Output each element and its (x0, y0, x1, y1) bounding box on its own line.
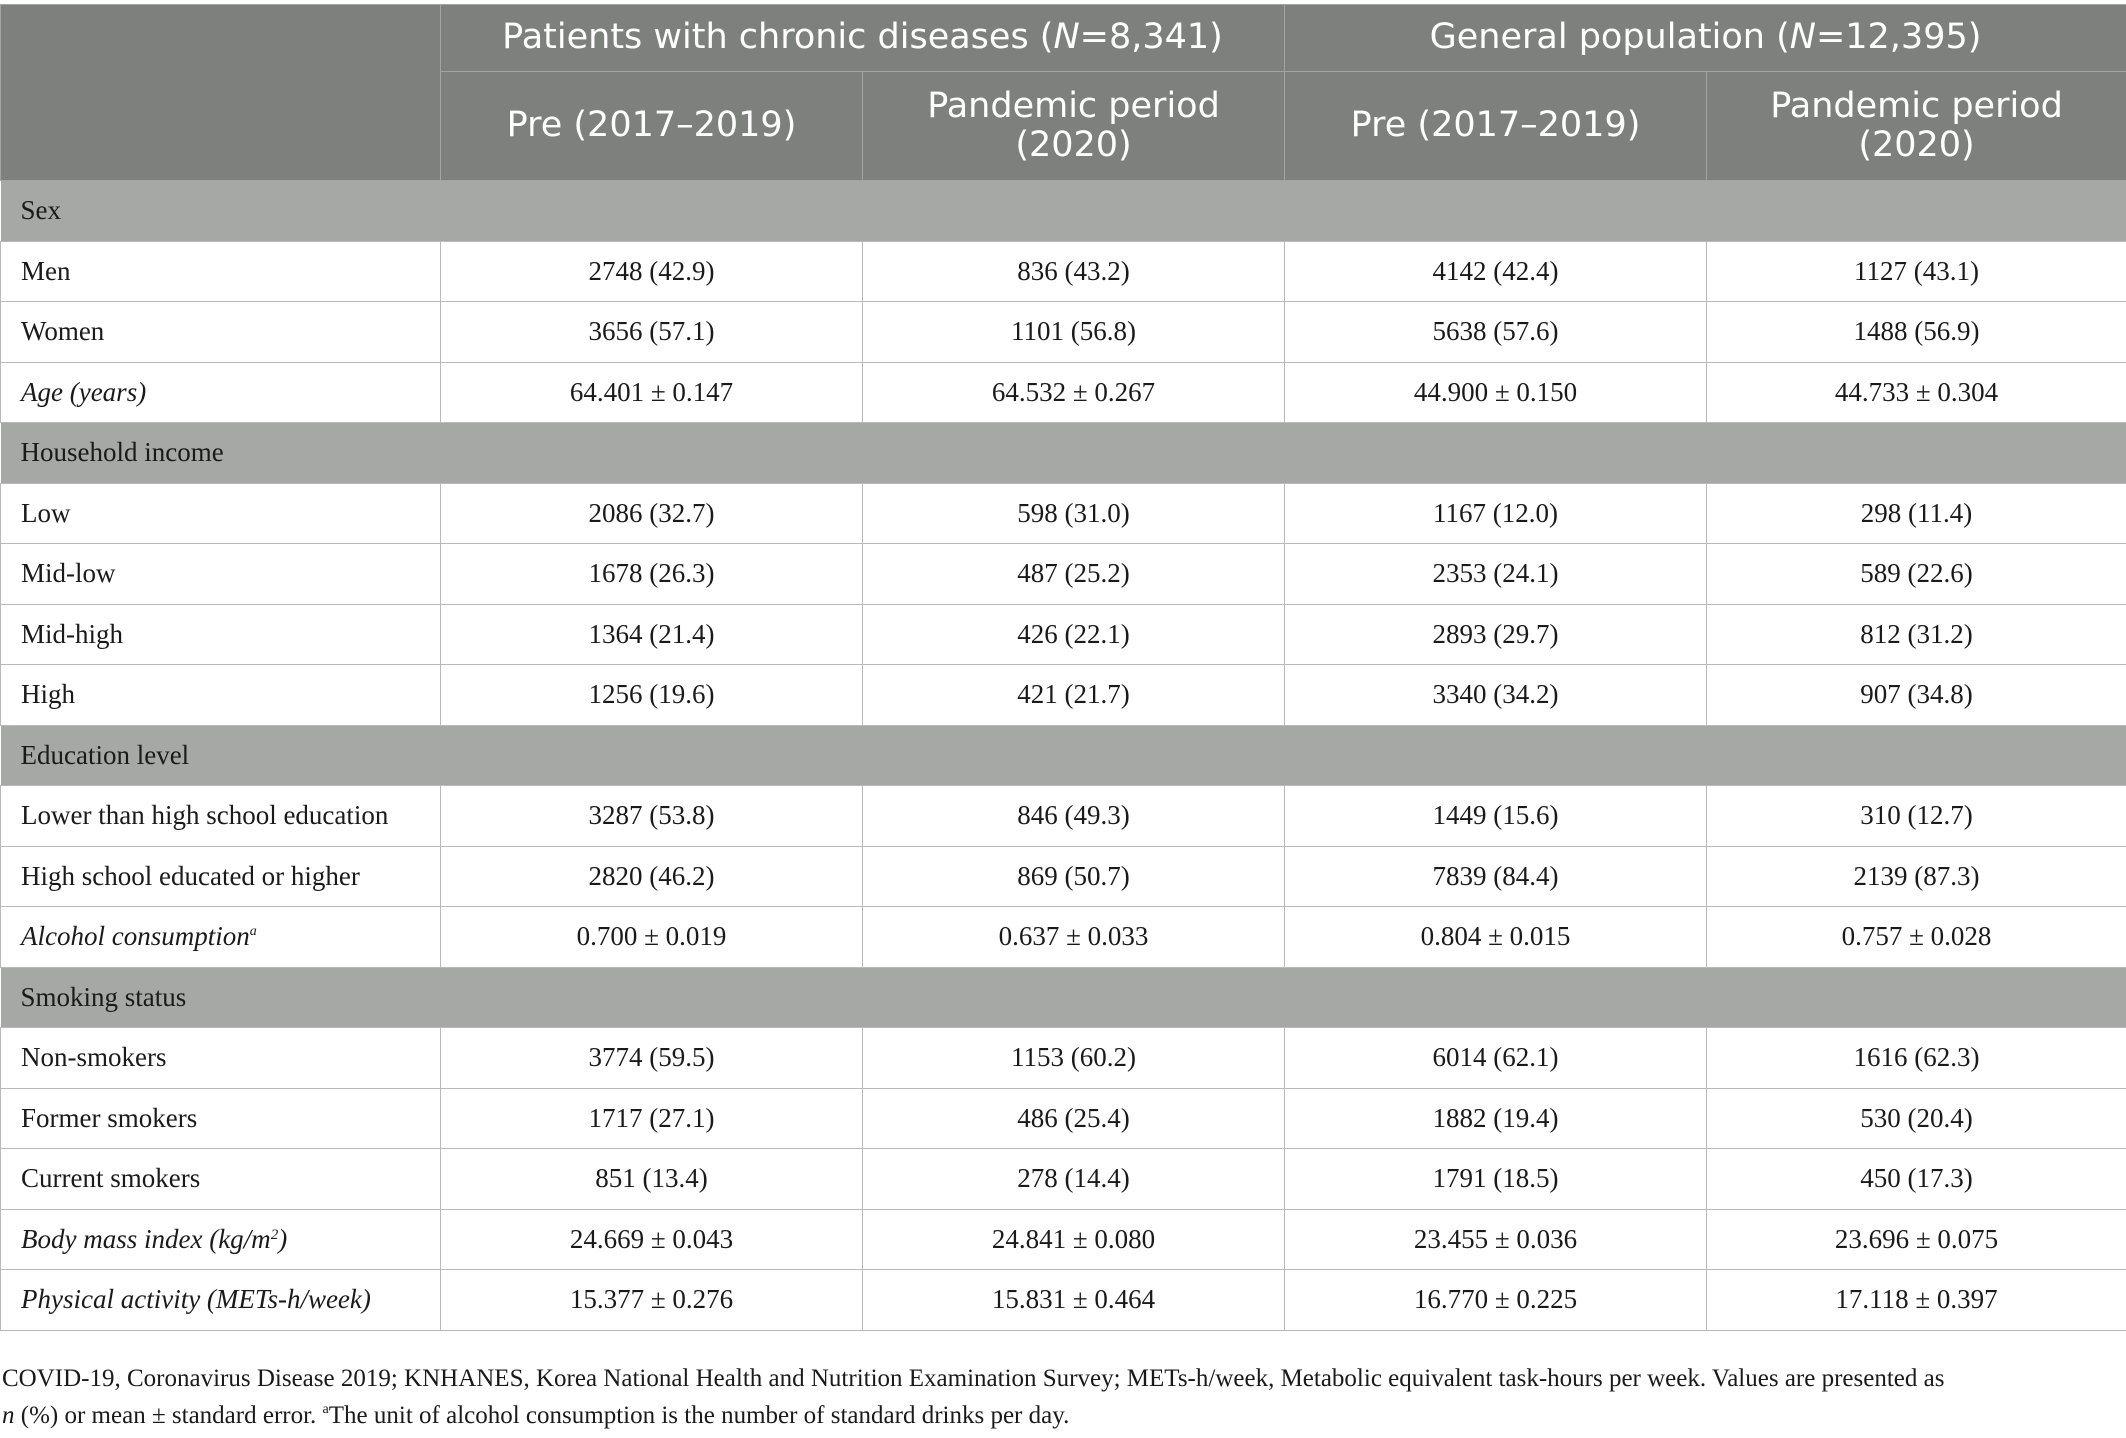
table-footnote (2, 1360, 2112, 1434)
demographics-table (0, 4, 2126, 1331)
table-row-men: Men 2748 (42.9) 836 (43.2) 4142 (42.4) 1127 (43.1) (1, 241, 2126, 302)
table-row-bmi: Body mass index $(kg/m^2)$ 24.669 ± 0.043 24.841 ± 0.080 23.455 ± 0.036 23.696 ± 0.075 (1, 1209, 2126, 1270)
header-empty-cell (1, 5, 441, 181)
header-row-groups (1, 5, 2126, 72)
table-row-high: High 1256 (19.6) 421 (21.7) 3340 (34.2) 907 (34.8) (1, 665, 2126, 726)
table-row-higher-education: High school educated or higher 2820 (46.2) 869 (50.7) 7839 (84.4) 2139 (87.3) (1, 846, 2126, 907)
table-row-low: Low 2086 (32.7) 598 (31.0) 1167 (12.0) 298 (11.4) (1, 483, 2126, 544)
header-chronic-pre: Pre (2017–2019) (441, 72, 863, 181)
header-group-general: General population (N=12,395) (1285, 5, 2126, 72)
section-row-smoking: Smoking status (1, 967, 2126, 1028)
table-row-mid-low: Mid-low 1678 (26.3) 487 (25.2) 2353 (24.1) 589 (22.6) (1, 544, 2126, 605)
table-row-former-smokers: Former smokers 1717 (27.1) 486 (25.4) 1882 (19.4) 530 (20.4) (1, 1088, 2126, 1149)
header-chronic-pandemic: Pandemic period (2020) (863, 72, 1285, 181)
table-row-non-smokers: Non-smokers 3774 (59.5) 1153 (60.2) 6014 (62.1) 1616 (62.3) (1, 1028, 2126, 1089)
table-row-mid-high: Mid-high 1364 (21.4) 426 (22.1) 2893 (29.7) 812 (31.2) (1, 604, 2126, 665)
header-group-chronic: Patients with chronic diseases (N=8,341) (441, 5, 1285, 72)
header-general-pre: Pre (2017–2019) (1285, 72, 1707, 181)
section-row-sex: Sex (1, 181, 2126, 242)
table-row-lower-education: Lower than high school education 3287 (53.8) 846 (49.3) 1449 (15.6) 310 (12.7) (1, 786, 2126, 847)
section-row-education: Education level (1, 725, 2126, 786)
table-row-physical-activity: Physical activity (METs-h/week) 15.377 ± 0.276 15.831 ± 0.464 16.770 ± 0.225 17.118 ± 0.397 (1, 1270, 2126, 1331)
section-row-income: Household income (1, 423, 2126, 484)
footnote-line-1: COVID-19, Coronavirus Disease 2019; KNHANES, Korea National Health and Nutrition Examination Survey; METs-h/week, Metabolic equivalent task-hours per week. Values are presented as (2, 1365, 1945, 1392)
table-row-alcohol: Alcohol consumption$^a$ 0.700 ± 0.019 0.637 ± 0.033 0.804 ± 0.015 0.757 ± 0.028 (1, 907, 2126, 968)
header-general-pandemic: Pandemic period (2020) (1707, 72, 2126, 181)
footnote-line-2: n (%) or mean ± standard error. $^a$The unit of alcohol consumption is the number of standard drinks per day. (2, 1402, 1070, 1429)
table-row-women: Women 3656 (57.1) 1101 (56.8) 5638 (57.6) 1488 (56.9) (1, 302, 2126, 363)
table-row-current-smokers: Current smokers 851 (13.4) 278 (14.4) 1791 (18.5) 450 (17.3) (1, 1149, 2126, 1210)
table-row-age: Age (years) 64.401 ± 0.147 64.532 ± 0.267 44.900 ± 0.150 44.733 ± 0.304 (1, 362, 2126, 423)
